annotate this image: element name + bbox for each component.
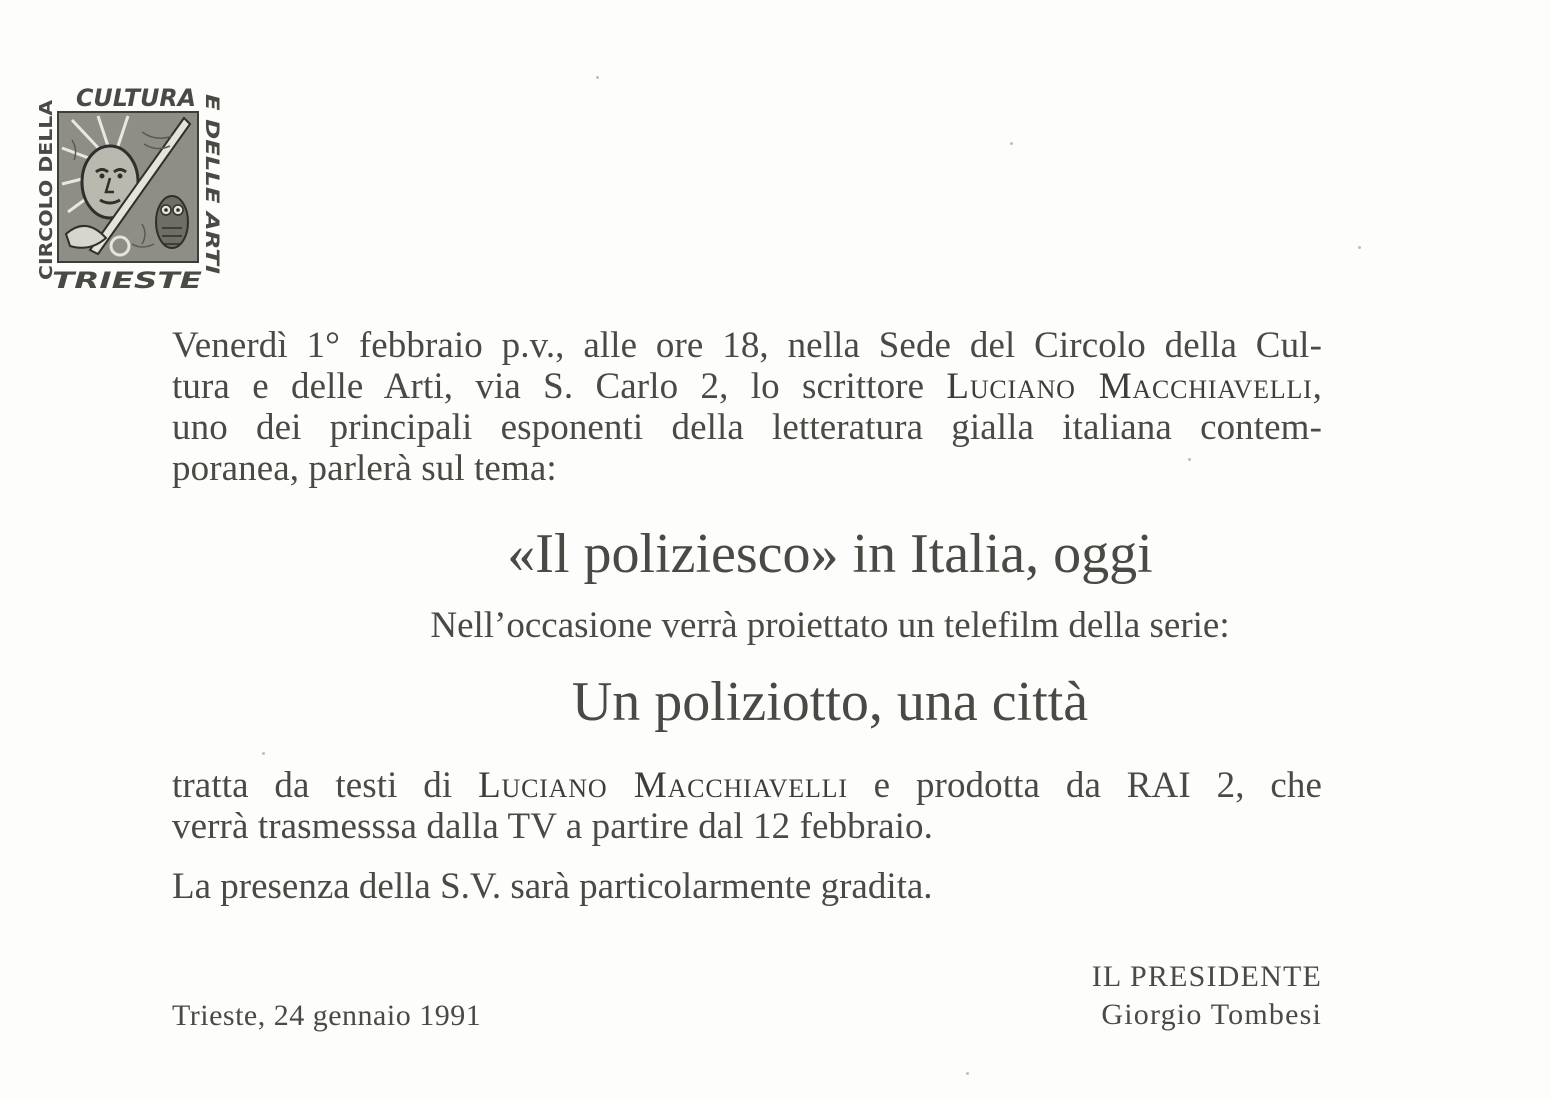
- signature-block: [1092, 958, 1322, 1034]
- series-title: Un poliziotto, una città: [571, 671, 1089, 733]
- logo-text-right: E DELLE ARTI: [201, 94, 223, 235]
- logo-text-left: CIRCOLO DELLA: [36, 121, 57, 280]
- logo-text-top: CULTURA: [76, 84, 196, 112]
- paper-speck: [596, 76, 599, 79]
- signature-role: IL PRESIDENTE: [1091, 960, 1322, 993]
- paper-speck: [1358, 246, 1361, 249]
- paper-speck: [1010, 142, 1013, 145]
- intro-line-4: poranea, parlerà sul tema:: [172, 448, 557, 489]
- author-name: Luciano Macchiavelli: [946, 366, 1313, 407]
- details-paragraph: [172, 765, 1322, 847]
- intro-line-2-comma: ,: [1312, 366, 1322, 407]
- intro-paragraph: [172, 325, 1322, 489]
- author-name-2: Luciano Macchiavelli: [478, 765, 848, 806]
- details-line-1-rest: e prodotta da RAI 2, che: [847, 765, 1322, 806]
- signature-name: Giorgio Tombesi: [1101, 998, 1322, 1031]
- intro-line-2: [172, 366, 1322, 407]
- place-date: Trieste, 24 gennaio 1991: [172, 999, 482, 1032]
- paper-speck: [262, 752, 265, 755]
- details-line-1-text: tratta da testi di: [172, 765, 479, 806]
- sun-moon-owl-icon: [58, 112, 198, 262]
- details-line-1: [172, 765, 1322, 806]
- intro-line-2-text: tura e delle Arti, via S. Carlo 2, lo scrittore: [172, 366, 947, 407]
- logo-text-bottom: TRIESTE: [52, 269, 202, 290]
- intro-line-1: Venerdì 1° febbraio p.v., alle ore 18, nella Sede del Circolo della Cul-: [172, 325, 1322, 366]
- topic-title: «Il poliziesco» in Italia, oggi: [507, 523, 1153, 585]
- paper-speck: [1188, 458, 1191, 461]
- closing-line: La presenza della S.V. sarà particolarmente gradita.: [172, 866, 933, 907]
- circolo-logo: [32, 84, 224, 290]
- details-line-2: verrà trasmesssa dalla TV a partire dal 12 febbraio.: [172, 806, 934, 847]
- paper-speck: [966, 1072, 969, 1075]
- screening-note: Nell’occasione verrà proiettato un telefilm della serie:: [430, 605, 1230, 646]
- intro-line-3: uno dei principali esponenti della letteratura gialla italiana contem-: [172, 407, 1322, 448]
